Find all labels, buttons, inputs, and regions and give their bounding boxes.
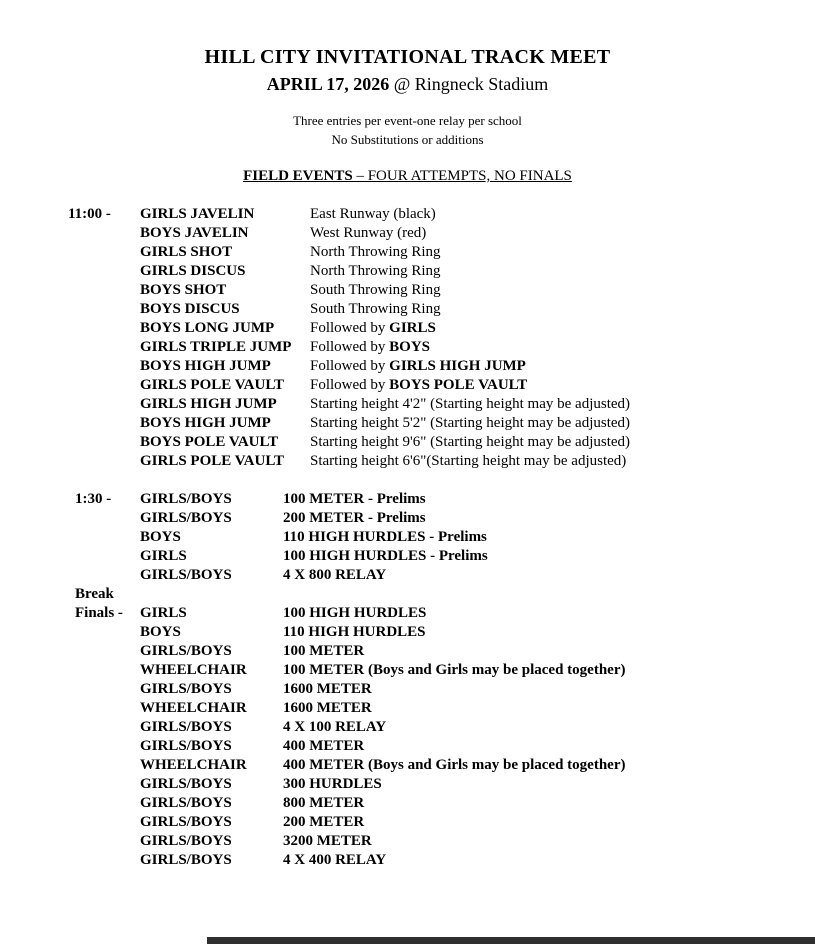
field-event-name: BOYS JAVELIN: [140, 225, 249, 241]
field-event-row: [140, 395, 815, 414]
event-name: 100 HIGH HURDLES: [283, 605, 427, 621]
field-event-detail: [310, 395, 815, 414]
field-event-name: GIRLS DISCUS: [140, 263, 246, 279]
track-event-row: [140, 490, 815, 509]
field-event-name: BOYS DISCUS: [140, 301, 240, 317]
finals-label: Finals -: [75, 605, 123, 621]
entry-notes: [0, 111, 815, 149]
event-group: BOYS: [140, 529, 181, 545]
event-group: WHEELCHAIR: [140, 662, 247, 678]
event-group: GIRLS/BOYS: [140, 833, 232, 849]
track-event-row: [140, 832, 815, 851]
heading-bold-text: FIELD EVENTS: [243, 168, 357, 184]
event-group: GIRLS/BOYS: [140, 643, 232, 659]
field-event-detail-bold: GIRLS: [389, 320, 436, 336]
field-events-heading: [0, 167, 815, 186]
field-event-detail-text: Followed by: [310, 358, 390, 374]
event-name: 4 X 100 RELAY: [283, 719, 387, 735]
event-name: 300 HURDLES: [283, 776, 382, 792]
track-event-row: [140, 661, 815, 680]
track-event-row: [140, 699, 815, 718]
event-group: GIRLS/BOYS: [140, 852, 232, 868]
event-group: BOYS: [140, 624, 181, 640]
event-name: 1600 METER: [283, 700, 372, 716]
field-event-detail: [310, 357, 815, 376]
event-group: GIRLS/BOYS: [140, 567, 232, 583]
track-event-row: [140, 604, 815, 623]
heading-regular-text: – FOUR ATTEMPTS, NO FINALS: [356, 168, 572, 184]
field-event-row: [140, 376, 815, 395]
event-name: 800 METER: [283, 795, 365, 811]
field-event-detail-text: South Throwing Ring: [310, 282, 441, 298]
field-event-row: [140, 262, 815, 281]
page-title: HILL CITY INVITATIONAL TRACK MEET: [204, 46, 611, 68]
event-group: GIRLS/BOYS: [140, 814, 232, 830]
note-line-2: No Substitutions or additions: [331, 132, 484, 147]
track-prelims-section: [68, 490, 815, 585]
track-event-row: [140, 718, 815, 737]
field-event-name: GIRLS SHOT: [140, 244, 233, 260]
event-group: GIRLS/BOYS: [140, 795, 232, 811]
event-group: GIRLS/BOYS: [140, 491, 232, 507]
field-event-name: BOYS HIGH JUMP: [140, 415, 271, 431]
event-name: 100 METER: [283, 643, 365, 659]
track-event-row: [140, 813, 815, 832]
field-event-detail-bold: GIRLS HIGH JUMP: [389, 358, 526, 374]
event-name: 110 HIGH HURDLES - Prelims: [283, 529, 487, 545]
event-name: 110 HIGH HURDLES: [283, 624, 426, 640]
field-events-list: [140, 205, 815, 471]
event-name: 1600 METER: [283, 681, 372, 697]
field-event-name: BOYS HIGH JUMP: [140, 358, 271, 374]
field-event-detail-text: South Throwing Ring: [310, 301, 441, 317]
field-event-name: BOYS POLE VAULT: [140, 434, 279, 450]
event-name: 400 METER: [283, 738, 365, 754]
field-event-name: GIRLS POLE VAULT: [140, 453, 284, 469]
field-event-row: [140, 319, 815, 338]
event-group: GIRLS/BOYS: [140, 681, 232, 697]
track-finals-section: [68, 604, 815, 870]
field-event-row: [140, 205, 815, 224]
field-events-section: [68, 205, 815, 471]
track-prelims-list: [140, 490, 815, 585]
event-group: GIRLS: [140, 548, 187, 564]
field-event-detail: [310, 452, 815, 471]
field-event-row: [140, 243, 815, 262]
event-name: 400 METER (Boys and Girls may be placed together): [283, 757, 626, 773]
field-event-row: [140, 224, 815, 243]
field-event-row: [140, 338, 815, 357]
track-event-row: [140, 566, 815, 585]
event-group: GIRLS/BOYS: [140, 719, 232, 735]
event-name: 200 METER - Prelims: [283, 510, 426, 526]
document-header: [0, 0, 815, 186]
event-group: GIRLS/BOYS: [140, 776, 232, 792]
field-event-name: BOYS SHOT: [140, 282, 227, 298]
field-event-detail-text: Starting height 5'2" (Starting height may be adjusted): [310, 415, 631, 431]
field-event-name: GIRLS TRIPLE JUMP: [140, 339, 292, 355]
event-name: 4 X 400 RELAY: [283, 852, 387, 868]
break-label: Break: [75, 586, 114, 602]
track-event-row: [140, 851, 815, 870]
event-group: GIRLS: [140, 605, 187, 621]
field-event-row: [140, 357, 815, 376]
field-start-time: 11:00 -: [68, 206, 111, 222]
field-event-row: [140, 433, 815, 452]
field-event-name: GIRLS HIGH JUMP: [140, 396, 277, 412]
field-event-detail: [310, 319, 815, 338]
field-event-row: [140, 281, 815, 300]
field-event-detail: [310, 300, 815, 319]
field-event-detail-text: West Runway (red): [310, 225, 427, 241]
field-event-detail: [310, 414, 815, 433]
field-event-detail-text: Followed by: [310, 377, 390, 393]
field-event-detail-bold: BOYS POLE VAULT: [389, 377, 528, 393]
field-event-detail-text: Followed by: [310, 320, 390, 336]
field-event-detail: [310, 433, 815, 452]
track-event-row: [140, 547, 815, 566]
field-event-detail: [310, 281, 815, 300]
field-event-detail: [310, 338, 815, 357]
field-event-detail-text: North Throwing Ring: [310, 244, 441, 260]
date-text: APRIL 17, 2026: [266, 74, 390, 94]
field-event-name: BOYS LONG JUMP: [140, 320, 275, 336]
bottom-bar: [207, 937, 815, 944]
event-name: 100 METER (Boys and Girls may be placed together): [283, 662, 626, 678]
track-event-row: [140, 737, 815, 756]
field-event-name: GIRLS POLE VAULT: [140, 377, 284, 393]
schedule: [68, 205, 815, 870]
event-name: 100 METER - Prelims: [283, 491, 426, 507]
date-line: [0, 72, 815, 96]
event-group: GIRLS/BOYS: [140, 510, 232, 526]
field-event-detail: [310, 376, 815, 395]
field-event-detail-text: East Runway (black): [310, 206, 436, 222]
event-name: 100 HIGH HURDLES - Prelims: [283, 548, 488, 564]
note-line-1: Three entries per event-one relay per school: [293, 113, 522, 128]
field-event-detail-bold: BOYS: [389, 339, 431, 355]
event-group: WHEELCHAIR: [140, 700, 247, 716]
field-event-detail: [310, 243, 815, 262]
field-event-row: [140, 300, 815, 319]
venue-text: @ Ringneck Stadium: [389, 74, 549, 94]
field-event-row: [140, 452, 815, 471]
event-group: WHEELCHAIR: [140, 757, 247, 773]
field-event-row: [140, 414, 815, 433]
field-event-detail: [310, 205, 815, 224]
field-event-name: GIRLS JAVELIN: [140, 206, 255, 222]
track-event-row: [140, 642, 815, 661]
event-name: 200 METER: [283, 814, 365, 830]
track-event-row: [140, 680, 815, 699]
track-event-row: [140, 623, 815, 642]
track-event-row: [140, 775, 815, 794]
track-event-row: [140, 528, 815, 547]
event-group: GIRLS/BOYS: [140, 738, 232, 754]
track-event-row: [140, 794, 815, 813]
field-event-detail-text: Followed by: [310, 339, 390, 355]
field-event-detail: [310, 224, 815, 243]
field-event-detail-text: North Throwing Ring: [310, 263, 441, 279]
field-event-detail-text: Starting height 4'2" (Starting height may be adjusted): [310, 396, 631, 412]
track-finals-list: [140, 604, 815, 870]
field-event-detail-text: Starting height 6'6"(Starting height may be adjusted): [310, 453, 627, 469]
track-start-time: 1:30 -: [75, 491, 112, 507]
track-event-row: [140, 509, 815, 528]
track-event-row: [140, 756, 815, 775]
field-event-detail: [310, 262, 815, 281]
field-event-detail-text: Starting height 9'6" (Starting height may be adjusted): [310, 434, 631, 450]
event-name: 4 X 800 RELAY: [283, 567, 387, 583]
event-name: 3200 METER: [283, 833, 372, 849]
